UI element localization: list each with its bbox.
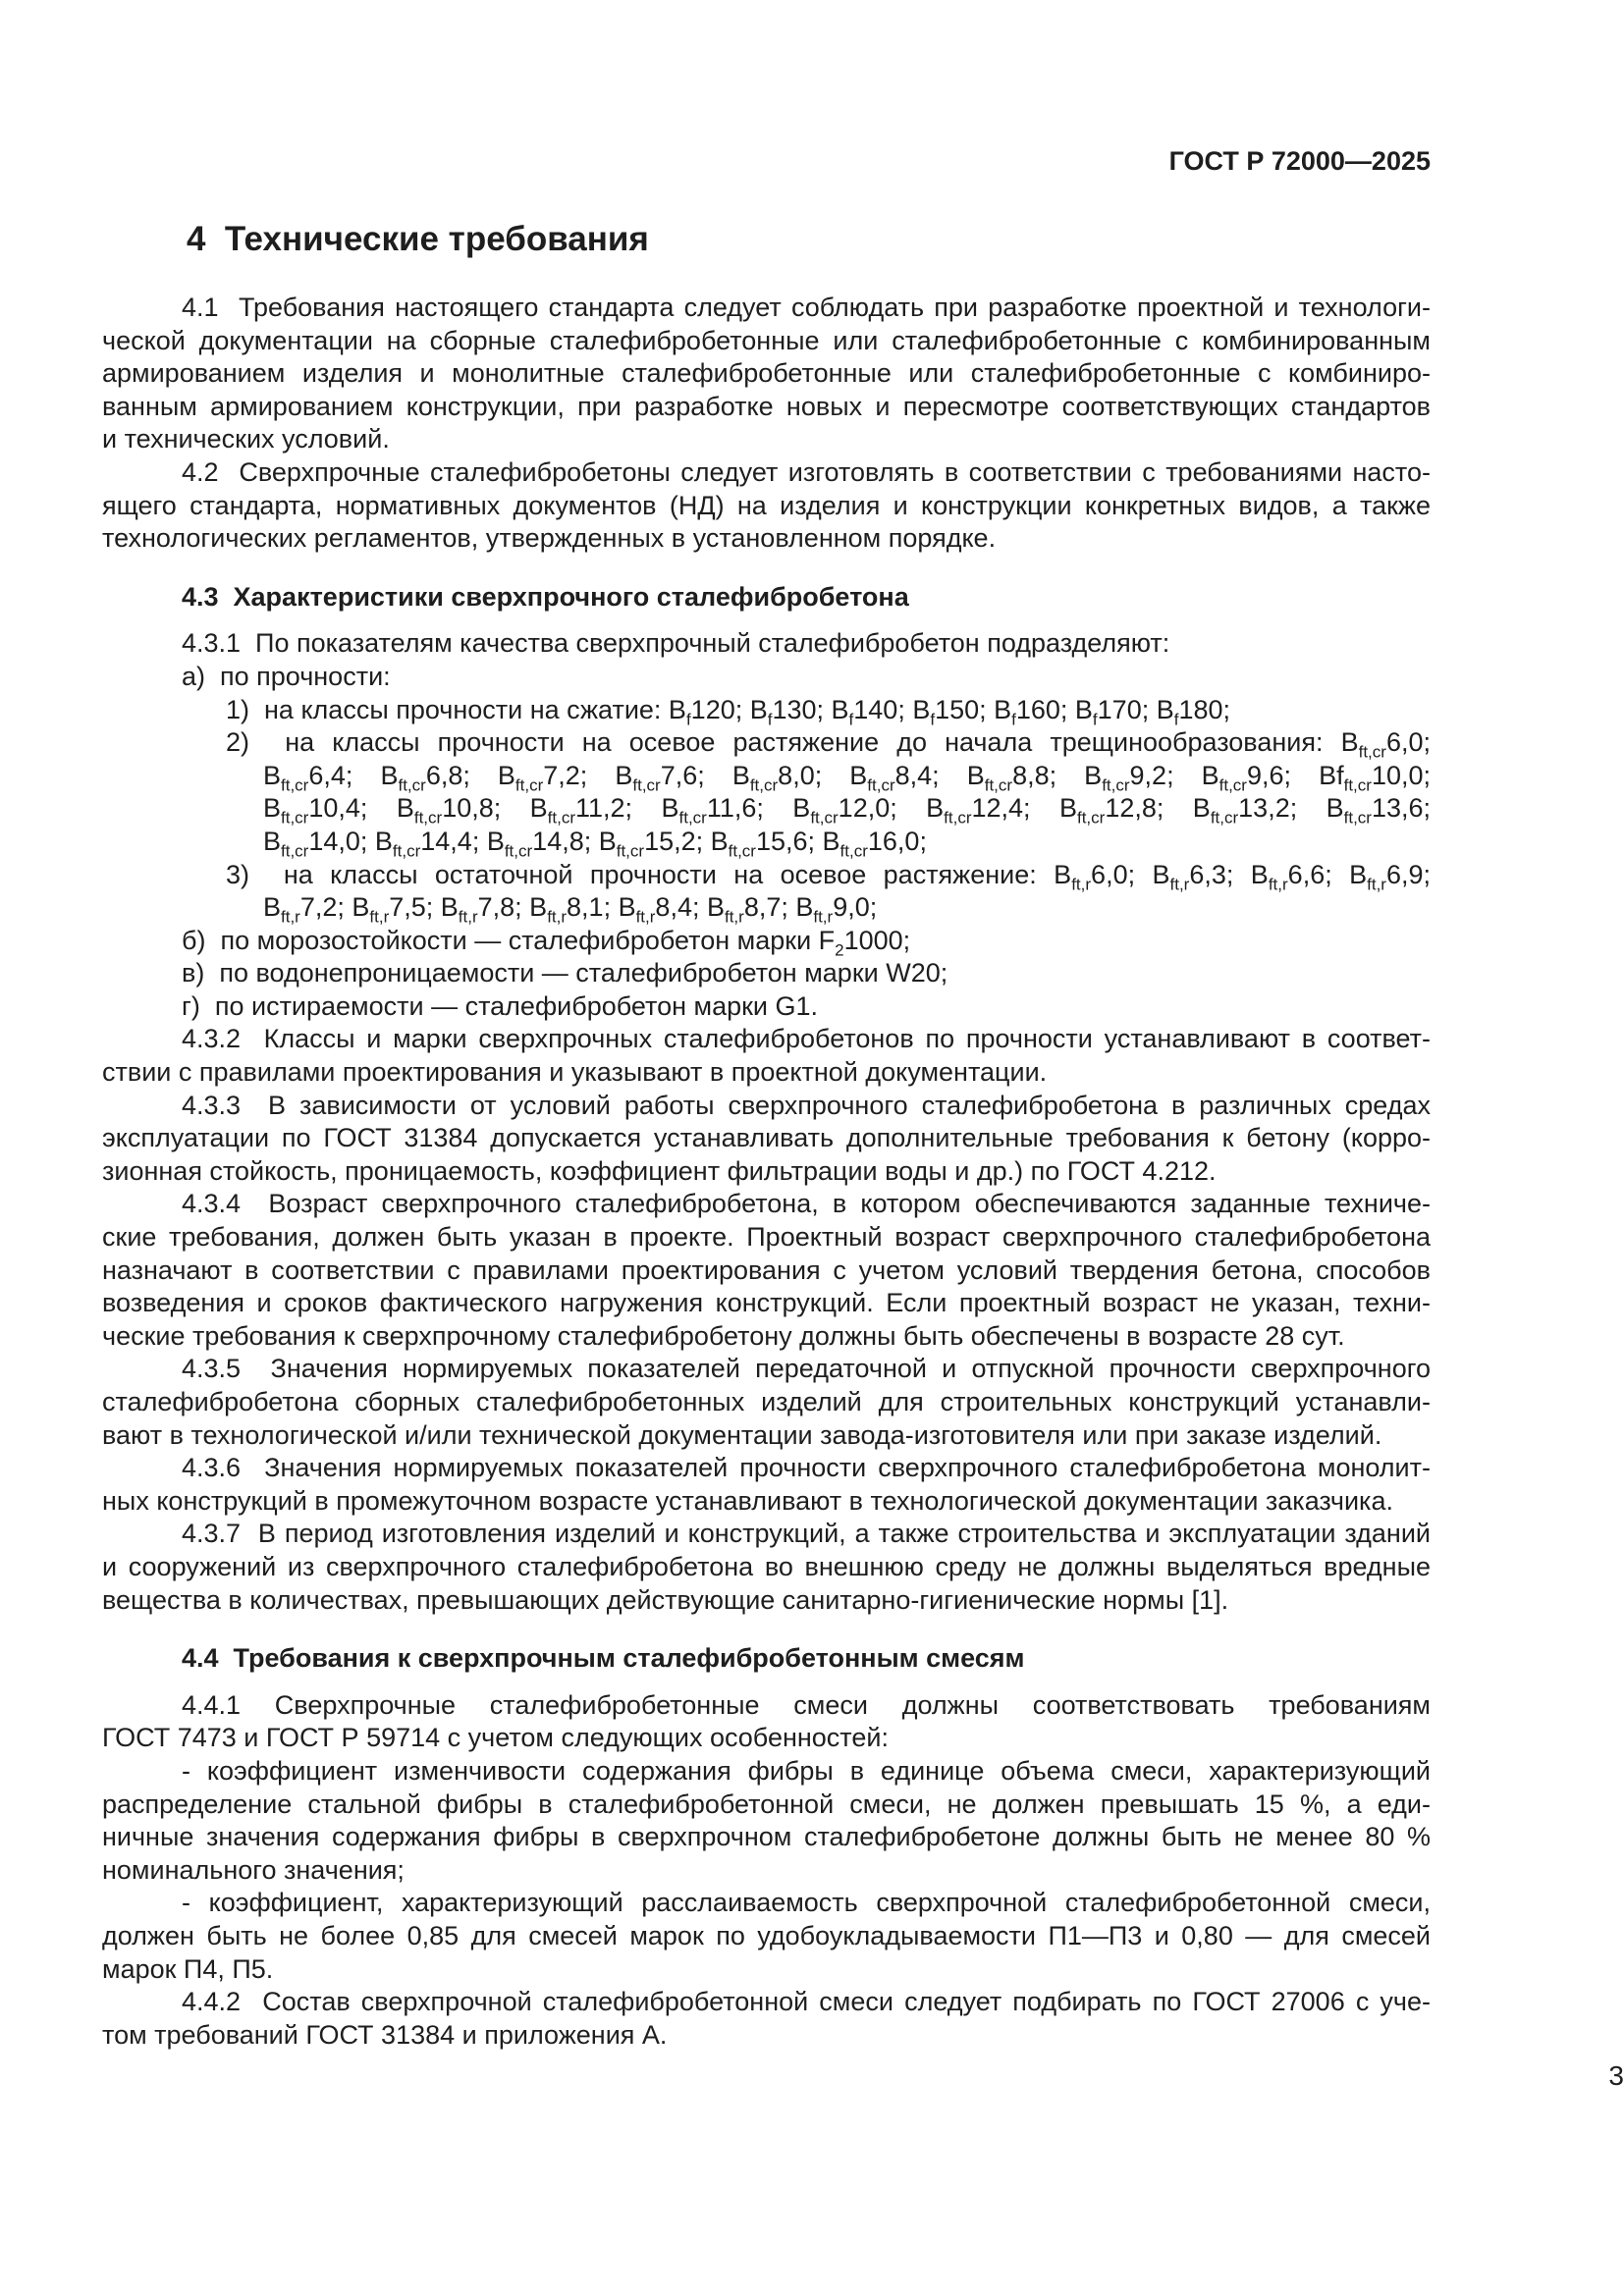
subscript: ft,cr [413,808,443,828]
text-run: сталефибробетона сборных сталефибробетонных изделий для строительных конструкций устанавли- [102,1387,1431,1416]
text-run: ящего стандарта, нормативных документов (НД) на изделия и конструкции конкретных видов, а также [102,490,1431,520]
text-run: г) по истираемости — сталефибробетон марки G1. [182,990,819,1021]
text-run: 4 Технические требования [187,220,649,258]
subscript: ft,r [547,907,568,927]
text-run: 6,4; B [308,760,399,790]
text-run: 13,6; [1371,793,1432,824]
subscript: ft,cr [1358,742,1386,762]
text-run: 8,8; B [1012,760,1103,790]
subscript: ft,cr [632,775,661,795]
text-run: 4.2 Сверхпрочные сталефибробетоны следует изготовлять в соответствии с требованиями насто- [182,456,1431,487]
text-run: 7,6; B [660,760,750,790]
subscript: ft,r [635,907,656,927]
subscript: ft,r [724,907,744,927]
subsection-heading [102,1642,1431,1676]
subscript: ft,cr [281,775,309,795]
text-line [102,760,1431,793]
subscript: ft,cr [839,841,868,861]
text-run: 4.3.1 По показателям качества сверхпрочный сталефибробетон подразделяют: [182,628,1170,659]
subscript: ft,cr [678,808,707,828]
text-run: 16,0; [867,826,927,856]
text-run: 4.3 Характеристики сверхпрочного сталефибробетона [182,581,909,612]
text-run: 6,9; [1385,859,1432,889]
subscript: ft,r [1268,874,1288,893]
text-run: 4.3.5 Значения нормируемых показателей передаточной и отпускной прочности сверхпрочного [182,1354,1431,1384]
text-run: 140; B [853,694,931,724]
text-line [102,1287,1431,1320]
text-run: том требований ГОСТ 31384 и приложения А. [102,2019,668,2050]
subsection-heading [102,581,1431,614]
text-run: 14,8; B [532,826,617,856]
text-line [102,1755,1431,1789]
subscript: f [1173,709,1179,728]
text-line [102,1056,1431,1090]
section-heading [102,220,1431,259]
text-run: 8,7; B [743,892,814,923]
text-line [102,1320,1431,1354]
text-run: 4.4.1 Сверхпрочные сталефибробетонные смеси должны соответствовать требованиям [182,1689,1431,1720]
text-run: вают в технологической и/или технической документации завода-изготовителя или при заказе изделий. [102,1419,1382,1450]
text-run: ческой документации на сборные сталефибробетонные или сталефибробетонные с комбинированным [102,325,1431,355]
text-line [102,391,1431,424]
text-line [102,292,1431,325]
text-run: 7,2; B [543,760,633,790]
page-number: 3 [1608,2060,1624,2091]
text-run: распределение стальной фибры в сталефибробетонной смеси, не должен превышать 15 %, а еди- [102,1789,1431,1819]
text-line [102,726,1431,760]
subscript: ft,r [1169,874,1190,893]
subscript: f [685,709,691,728]
subscript: ft,cr [728,841,756,861]
text-run: 11,2; B [575,793,679,824]
text-run: ствии с правилами проектирования и указывают в проектной документации. [102,1057,1048,1088]
subscript: ft,cr [1076,808,1106,828]
subscript: ft,cr [984,775,1013,795]
text-run: 150; B [935,694,1012,724]
text-line [102,792,1431,826]
text-run: 8,1; B [567,892,636,923]
text-line [102,1485,1431,1519]
text-run: 130; B [772,694,849,724]
subscript: f [848,709,854,728]
text-run: 6,0; [1385,727,1431,758]
subscript: ft,cr [281,841,309,861]
text-line [102,1584,1431,1618]
text-line [102,1419,1431,1453]
text-run: 12,8; B [1105,793,1211,824]
text-line [102,1551,1431,1584]
text-run: в) по водонепроницаемости — сталефибробетон марки W20; [182,958,948,988]
text-line [102,627,1431,661]
text-run: номинального значения; [102,1854,405,1885]
subscript: ft,r [458,907,478,927]
text-run: 9,2; B [1129,760,1219,790]
text-run: вещества в количествах, превышающих действующие санитарно-гигиенические нормы [1]. [102,1584,1229,1615]
text-line [102,1221,1431,1255]
text-run: 12,0; B [838,793,945,824]
text-run: должен быть не более 0,85 для смесей марок по удобоукладываемости П1—П3 и 0,80 — для смесей [102,1920,1431,1950]
subscript: ft,cr [749,775,779,795]
text-run: 4.1 Требования настоящего стандарта следует соблюдать при разработке проектной и технологи- [182,293,1431,322]
text-line [102,1887,1431,1920]
text-run: и технических условий. [102,424,390,454]
text-run: армированием изделия и монолитные сталефибробетонные или сталефибробетонные с комбиниро- [102,358,1431,389]
text-run: 10,0; [1371,760,1431,790]
text-run: 4.4.2 Состав сверхпрочной сталефибробетонной смеси следует подбирать по ГОСТ 27006 с уче- [182,1987,1431,2017]
subscript: ft,r [813,907,834,927]
text-run: 11,6; B [706,793,811,824]
subscript: ft,cr [867,775,895,795]
text-run: B [263,892,282,923]
text-run: 7,2; B [299,892,370,923]
subscript: 2 [835,940,844,960]
text-run: 15,6; B [755,826,840,856]
text-run: ские требования, должен быть указан в проекте. Проектный возраст сверхпрочного сталефибробетона [102,1222,1431,1253]
text-line [102,1953,1431,1987]
text-run: 4.3.7 В период изготовления изделий и конструкций, а также строительства и эксплуатации зданий [182,1519,1431,1549]
text-run: 4.3.2 Классы и марки сверхпрочных сталефибробетонов по прочности устанавливают в соответ- [182,1024,1431,1054]
text-run: ничные значения содержания фибры в сверхпрочном сталефибробетоне должны быть не менее 80 % [102,1822,1431,1852]
subscript: f [1011,709,1016,728]
text-run: ГОСТ 7473 и ГОСТ Р 59714 с учетом следующих особенностей: [102,1723,889,1753]
text-run: 10,8; B [442,793,548,824]
subscript: ft,cr [547,808,576,828]
subscript: ft,cr [398,775,426,795]
text-line [102,1689,1431,1723]
subscript: ft,cr [944,808,972,828]
text-run: 15,2; B [644,826,729,856]
subscript: ft,r [1071,874,1092,893]
text-run: 180; [1178,694,1231,724]
text-run: 8,0; B [778,760,868,790]
text-line [102,1986,1431,2019]
text-run: возведения и сроков фактического нагружения конструкций. Если проектный возраст не указан, техни- [102,1288,1431,1318]
document-code-header: ГОСТ Р 72000—2025 [1168,146,1431,176]
text-run: 12,4; B [971,793,1077,824]
text-run: 4.3.4 Возраст сверхпрочного сталефибробетона, в котором обеспечиваются заданные техниче- [182,1189,1431,1219]
subscript: ft,cr [1102,775,1130,795]
text-run: - коэффициент, характеризующий расслаиваемость сверхпрочной сталефибробетонной смеси, [182,1888,1431,1918]
subscript: ft,cr [392,841,421,861]
text-line [102,826,1431,859]
text-run: и сооружений из сверхпрочного сталефибробетона во внешнюю среду не должны выделяться вредные [102,1551,1431,1581]
text-run: 170; B [1097,694,1174,724]
text-run: 6,6; B [1287,859,1368,889]
text-run: 7,5; B [389,892,459,923]
subscript: f [767,709,773,728]
text-line [102,1255,1431,1288]
subscript: ft,cr [1218,775,1247,795]
subscript: ft,cr [504,841,533,861]
text-run: B [263,760,282,790]
subscript: f [1092,709,1098,728]
text-run: B [263,793,282,824]
subscript: f [930,709,936,728]
text-line [102,859,1431,892]
text-line [102,1188,1431,1221]
text-line [102,1353,1431,1386]
subscript: ft,cr [514,775,544,795]
text-line [102,1821,1431,1854]
text-line [102,1722,1431,1755]
text-run: б) по морозостойкости — сталефибробетон марки F [182,925,836,955]
text-line [102,325,1431,358]
subscript: ft,cr [616,841,645,861]
text-line [102,1452,1431,1485]
text-run: ванным армированием конструкции, при разработке новых и пересмотре соответствующих стандартов [102,391,1431,421]
text-line [102,1090,1431,1123]
text-run: - коэффициент изменчивости содержания фибры в единице объема смеси, характеризующий [182,1755,1431,1786]
subscript: ft,r [1367,874,1386,893]
text-run: 6,3; B [1189,859,1269,889]
text-line [102,490,1431,523]
text-run: 9,0; [833,892,878,923]
text-run: 4.3.6 Значения нормируемых показателей прочности сверхпрочного сталефибробетона монолит- [182,1453,1431,1483]
text-run: 14,4; B [420,826,505,856]
text-run: 2) на классы прочности на осевое растяжение до начала трещинообразования: B [226,727,1359,758]
subscript: ft,r [281,907,300,927]
text-run: 4.3.3 В зависимости от условий работы сверхпрочного сталефибробетона в различных средах [182,1090,1431,1120]
text-line [102,456,1431,490]
document-body [102,220,1431,2052]
subscript: ft,cr [281,808,309,828]
text-run: 1000; [843,925,911,955]
text-line [102,1122,1431,1155]
subscript: ft,cr [1210,808,1239,828]
text-run: ных конструкций в промежуточном возрасте устанавливают в технологической документации заказчика. [102,1485,1393,1516]
text-line [102,1023,1431,1056]
text-column [102,0,1431,2052]
text-run: 4.4 Требования к сверхпрочным сталефибробетонным смесям [182,1643,1025,1674]
subscript: ft,cr [1343,808,1372,828]
text-line [102,957,1431,990]
text-run: назначают в соответствии с правилами проектирования с учетом условий твердения бетона, способов [102,1255,1431,1285]
text-line [102,1920,1431,1953]
text-run: 160; B [1015,694,1093,724]
text-line [102,694,1431,727]
text-line [102,1155,1431,1189]
text-run: 1) на классы прочности на сжатие: B [226,694,686,724]
text-run: 8,4; B [655,892,725,923]
text-line [102,661,1431,694]
text-line [102,1789,1431,1822]
text-line [102,1518,1431,1551]
text-run: 9,6; Bf [1246,760,1344,790]
text-run: 8,4; B [894,760,985,790]
text-line [102,1854,1431,1888]
subscript: ft,cr [1343,775,1372,795]
text-line [102,990,1431,1024]
text-run: B [263,826,282,856]
text-run: марок П4, П5. [102,1953,274,1984]
text-run: 10,4; B [308,793,414,824]
text-line [102,522,1431,556]
text-run: 14,0; B [308,826,393,856]
subscript: ft,cr [810,808,839,828]
text-run: а) по прочности: [182,661,391,691]
text-run: зионная стойкость, проницаемость, коэффициент фильтрации воды и др.) по ГОСТ 4.212. [102,1155,1217,1186]
text-run: 3) на классы остаточной прочности на осевое растяжение: B [226,859,1072,889]
text-line [102,925,1431,958]
text-run: эксплуатации по ГОСТ 31384 допускается устанавливать дополнительные требования к бетону (корро- [102,1123,1431,1153]
subscript: ft,r [369,907,390,927]
text-line [102,891,1431,925]
text-run: ческие требования к сверхпрочному сталефибробетону должны быть обеспечены в возрасте 28 сут. [102,1320,1345,1351]
text-line [102,1386,1431,1419]
text-line [102,357,1431,391]
text-line [102,2019,1431,2053]
text-run: 6,8; B [425,760,515,790]
text-run: 120; B [690,694,768,724]
text-run: технологических регламентов, утвержденных в установленном порядке. [102,523,997,554]
text-run: 7,8; B [477,892,548,923]
text-run: 13,2; B [1238,793,1344,824]
text-line [102,423,1431,456]
text-run: 6,0; B [1091,859,1170,889]
